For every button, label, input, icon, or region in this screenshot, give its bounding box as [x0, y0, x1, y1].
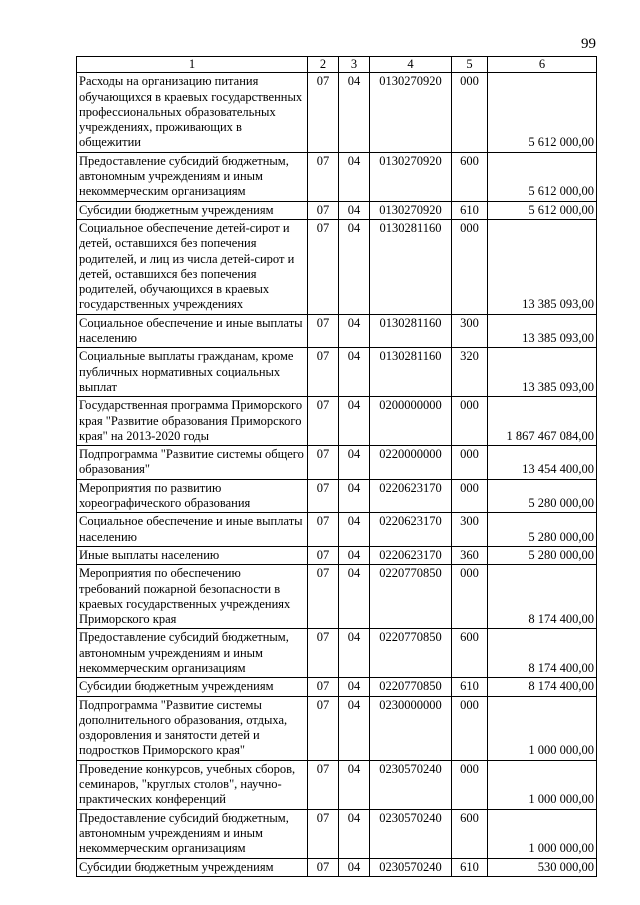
table-row: [77, 152, 597, 201]
item-name-cell: Субсидии бюджетным учреждениям: [77, 201, 308, 219]
section-code-cell: 07: [308, 219, 339, 314]
target-article-cell: 0130281160: [370, 348, 452, 397]
subsection-code-cell: 04: [339, 348, 370, 397]
table-row: [77, 479, 597, 513]
section-code-cell: 07: [308, 678, 339, 696]
target-article-cell: 0220770850: [370, 629, 452, 678]
subsection-code-cell: 04: [339, 809, 370, 858]
expense-type-cell: 000: [452, 397, 488, 446]
column-header: 4: [370, 57, 452, 73]
section-code-cell: 07: [308, 397, 339, 446]
amount-cell: 1 000 000,00: [488, 696, 597, 760]
column-header: 2: [308, 57, 339, 73]
amount-cell: 13 385 093,00: [488, 348, 597, 397]
section-code-cell: 07: [308, 348, 339, 397]
expense-type-cell: 000: [452, 760, 488, 809]
subsection-code-cell: 04: [339, 201, 370, 219]
target-article-cell: 0230570240: [370, 760, 452, 809]
item-name-cell: Предоставление субсидий бюджетным, автономным учреждениям и иным некоммерческим организациям: [77, 152, 308, 201]
subsection-code-cell: 04: [339, 314, 370, 348]
expense-type-cell: 000: [452, 446, 488, 480]
expense-type-cell: 360: [452, 546, 488, 564]
section-code-cell: 07: [308, 696, 339, 760]
section-code-cell: 07: [308, 152, 339, 201]
table-header-row: [77, 57, 597, 73]
table-row: [77, 73, 597, 152]
table-body: [77, 73, 597, 877]
table-row: [77, 809, 597, 858]
subsection-code-cell: 04: [339, 546, 370, 564]
subsection-code-cell: 04: [339, 629, 370, 678]
target-article-cell: 0230570240: [370, 858, 452, 876]
target-article-cell: 0200000000: [370, 397, 452, 446]
item-name-cell: Социальное обеспечение детей-сирот и детей, оставшихся без попечения родителей, и лиц из числа детей-сирот и детей, оставшихся без попечения родителей, обучающихся в краевых государственных учреждениях: [77, 219, 308, 314]
section-code-cell: 07: [308, 760, 339, 809]
item-name-cell: Субсидии бюджетным учреждениям: [77, 858, 308, 876]
section-code-cell: 07: [308, 479, 339, 513]
subsection-code-cell: 04: [339, 73, 370, 152]
amount-cell: 5 280 000,00: [488, 546, 597, 564]
table-row: [77, 546, 597, 564]
amount-cell: 13 454 400,00: [488, 446, 597, 480]
target-article-cell: 0130270920: [370, 73, 452, 152]
budget-table: [76, 56, 597, 877]
expense-type-cell: 000: [452, 696, 488, 760]
table-row: [77, 446, 597, 480]
target-article-cell: 0220623170: [370, 513, 452, 547]
subsection-code-cell: 04: [339, 513, 370, 547]
subsection-code-cell: 04: [339, 397, 370, 446]
item-name-cell: Проведение конкурсов, учебных сборов, семинаров, "круглых столов", научно-практических конференций: [77, 760, 308, 809]
table-row: [77, 397, 597, 446]
subsection-code-cell: 04: [339, 565, 370, 629]
subsection-code-cell: 04: [339, 479, 370, 513]
amount-cell: 1 000 000,00: [488, 760, 597, 809]
item-name-cell: Предоставление субсидий бюджетным, автономным учреждениям и иным некоммерческим организациям: [77, 809, 308, 858]
amount-cell: 8 174 400,00: [488, 678, 597, 696]
expense-type-cell: 300: [452, 513, 488, 547]
expense-type-cell: 600: [452, 629, 488, 678]
table-row: [77, 760, 597, 809]
subsection-code-cell: 04: [339, 760, 370, 809]
table-row: [77, 348, 597, 397]
subsection-code-cell: 04: [339, 446, 370, 480]
item-name-cell: Государственная программа Приморского края "Развитие образования Приморского края" на 2013-2020 годы: [77, 397, 308, 446]
amount-cell: 5 612 000,00: [488, 73, 597, 152]
table-row: [77, 629, 597, 678]
target-article-cell: 0220623170: [370, 479, 452, 513]
target-article-cell: 0230570240: [370, 809, 452, 858]
amount-cell: 530 000,00: [488, 858, 597, 876]
section-code-cell: 07: [308, 314, 339, 348]
table-row: [77, 696, 597, 760]
table-row: [77, 565, 597, 629]
section-code-cell: 07: [308, 201, 339, 219]
subsection-code-cell: 04: [339, 696, 370, 760]
section-code-cell: 07: [308, 809, 339, 858]
column-header: 3: [339, 57, 370, 73]
column-header: 1: [77, 57, 308, 73]
item-name-cell: Расходы на организацию питания обучающихся в краевых государственных профессиональных образовательных учреждениях, проживающих в общежитии: [77, 73, 308, 152]
target-article-cell: 0130270920: [370, 152, 452, 201]
amount-cell: 8 174 400,00: [488, 565, 597, 629]
subsection-code-cell: 04: [339, 858, 370, 876]
amount-cell: 5 280 000,00: [488, 479, 597, 513]
amount-cell: 5 612 000,00: [488, 152, 597, 201]
item-name-cell: Подпрограмма "Развитие системы дополнительного образования, отдыха, оздоровления и занятости детей и подростков Приморского края": [77, 696, 308, 760]
expense-type-cell: 000: [452, 565, 488, 629]
item-name-cell: Мероприятия по обеспечению требований пожарной безопасности в краевых государственных учреждениях Приморского края: [77, 565, 308, 629]
item-name-cell: Мероприятия по развитию хореографического образования: [77, 479, 308, 513]
item-name-cell: Субсидии бюджетным учреждениям: [77, 678, 308, 696]
subsection-code-cell: 04: [339, 678, 370, 696]
expense-type-cell: 610: [452, 201, 488, 219]
section-code-cell: 07: [308, 565, 339, 629]
amount-cell: 1 867 467 084,00: [488, 397, 597, 446]
table-row: [77, 678, 597, 696]
amount-cell: 5 612 000,00: [488, 201, 597, 219]
target-article-cell: 0220770850: [370, 565, 452, 629]
target-article-cell: 0130281160: [370, 219, 452, 314]
target-article-cell: 0220623170: [370, 546, 452, 564]
expense-type-cell: 610: [452, 858, 488, 876]
table-row: [77, 201, 597, 219]
column-header: 6: [488, 57, 597, 73]
item-name-cell: Социальные выплаты гражданам, кроме публичных нормативных социальных выплат: [77, 348, 308, 397]
section-code-cell: 07: [308, 858, 339, 876]
section-code-cell: 07: [308, 546, 339, 564]
expense-type-cell: 610: [452, 678, 488, 696]
item-name-cell: Иные выплаты населению: [77, 546, 308, 564]
amount-cell: 1 000 000,00: [488, 809, 597, 858]
target-article-cell: 0220770850: [370, 678, 452, 696]
table-row: [77, 513, 597, 547]
page-number: 99: [581, 36, 596, 52]
expense-type-cell: 600: [452, 152, 488, 201]
section-code-cell: 07: [308, 513, 339, 547]
target-article-cell: 0220000000: [370, 446, 452, 480]
target-article-cell: 0130270920: [370, 201, 452, 219]
expense-type-cell: 320: [452, 348, 488, 397]
subsection-code-cell: 04: [339, 219, 370, 314]
amount-cell: 5 280 000,00: [488, 513, 597, 547]
expense-type-cell: 600: [452, 809, 488, 858]
amount-cell: 13 385 093,00: [488, 314, 597, 348]
amount-cell: 13 385 093,00: [488, 219, 597, 314]
column-header: 5: [452, 57, 488, 73]
expense-type-cell: 000: [452, 479, 488, 513]
item-name-cell: Социальное обеспечение и иные выплаты населению: [77, 513, 308, 547]
item-name-cell: Подпрограмма "Развитие системы общего образования": [77, 446, 308, 480]
table-row: [77, 219, 597, 314]
section-code-cell: 07: [308, 446, 339, 480]
expense-type-cell: 000: [452, 219, 488, 314]
target-article-cell: 0230000000: [370, 696, 452, 760]
amount-cell: 8 174 400,00: [488, 629, 597, 678]
table-row: [77, 314, 597, 348]
target-article-cell: 0130281160: [370, 314, 452, 348]
item-name-cell: Социальное обеспечение и иные выплаты населению: [77, 314, 308, 348]
section-code-cell: 07: [308, 629, 339, 678]
section-code-cell: 07: [308, 73, 339, 152]
subsection-code-cell: 04: [339, 152, 370, 201]
table-row: [77, 858, 597, 876]
expense-type-cell: 300: [452, 314, 488, 348]
item-name-cell: Предоставление субсидий бюджетным, автономным учреждениям и иным некоммерческим организациям: [77, 629, 308, 678]
expense-type-cell: 000: [452, 73, 488, 152]
